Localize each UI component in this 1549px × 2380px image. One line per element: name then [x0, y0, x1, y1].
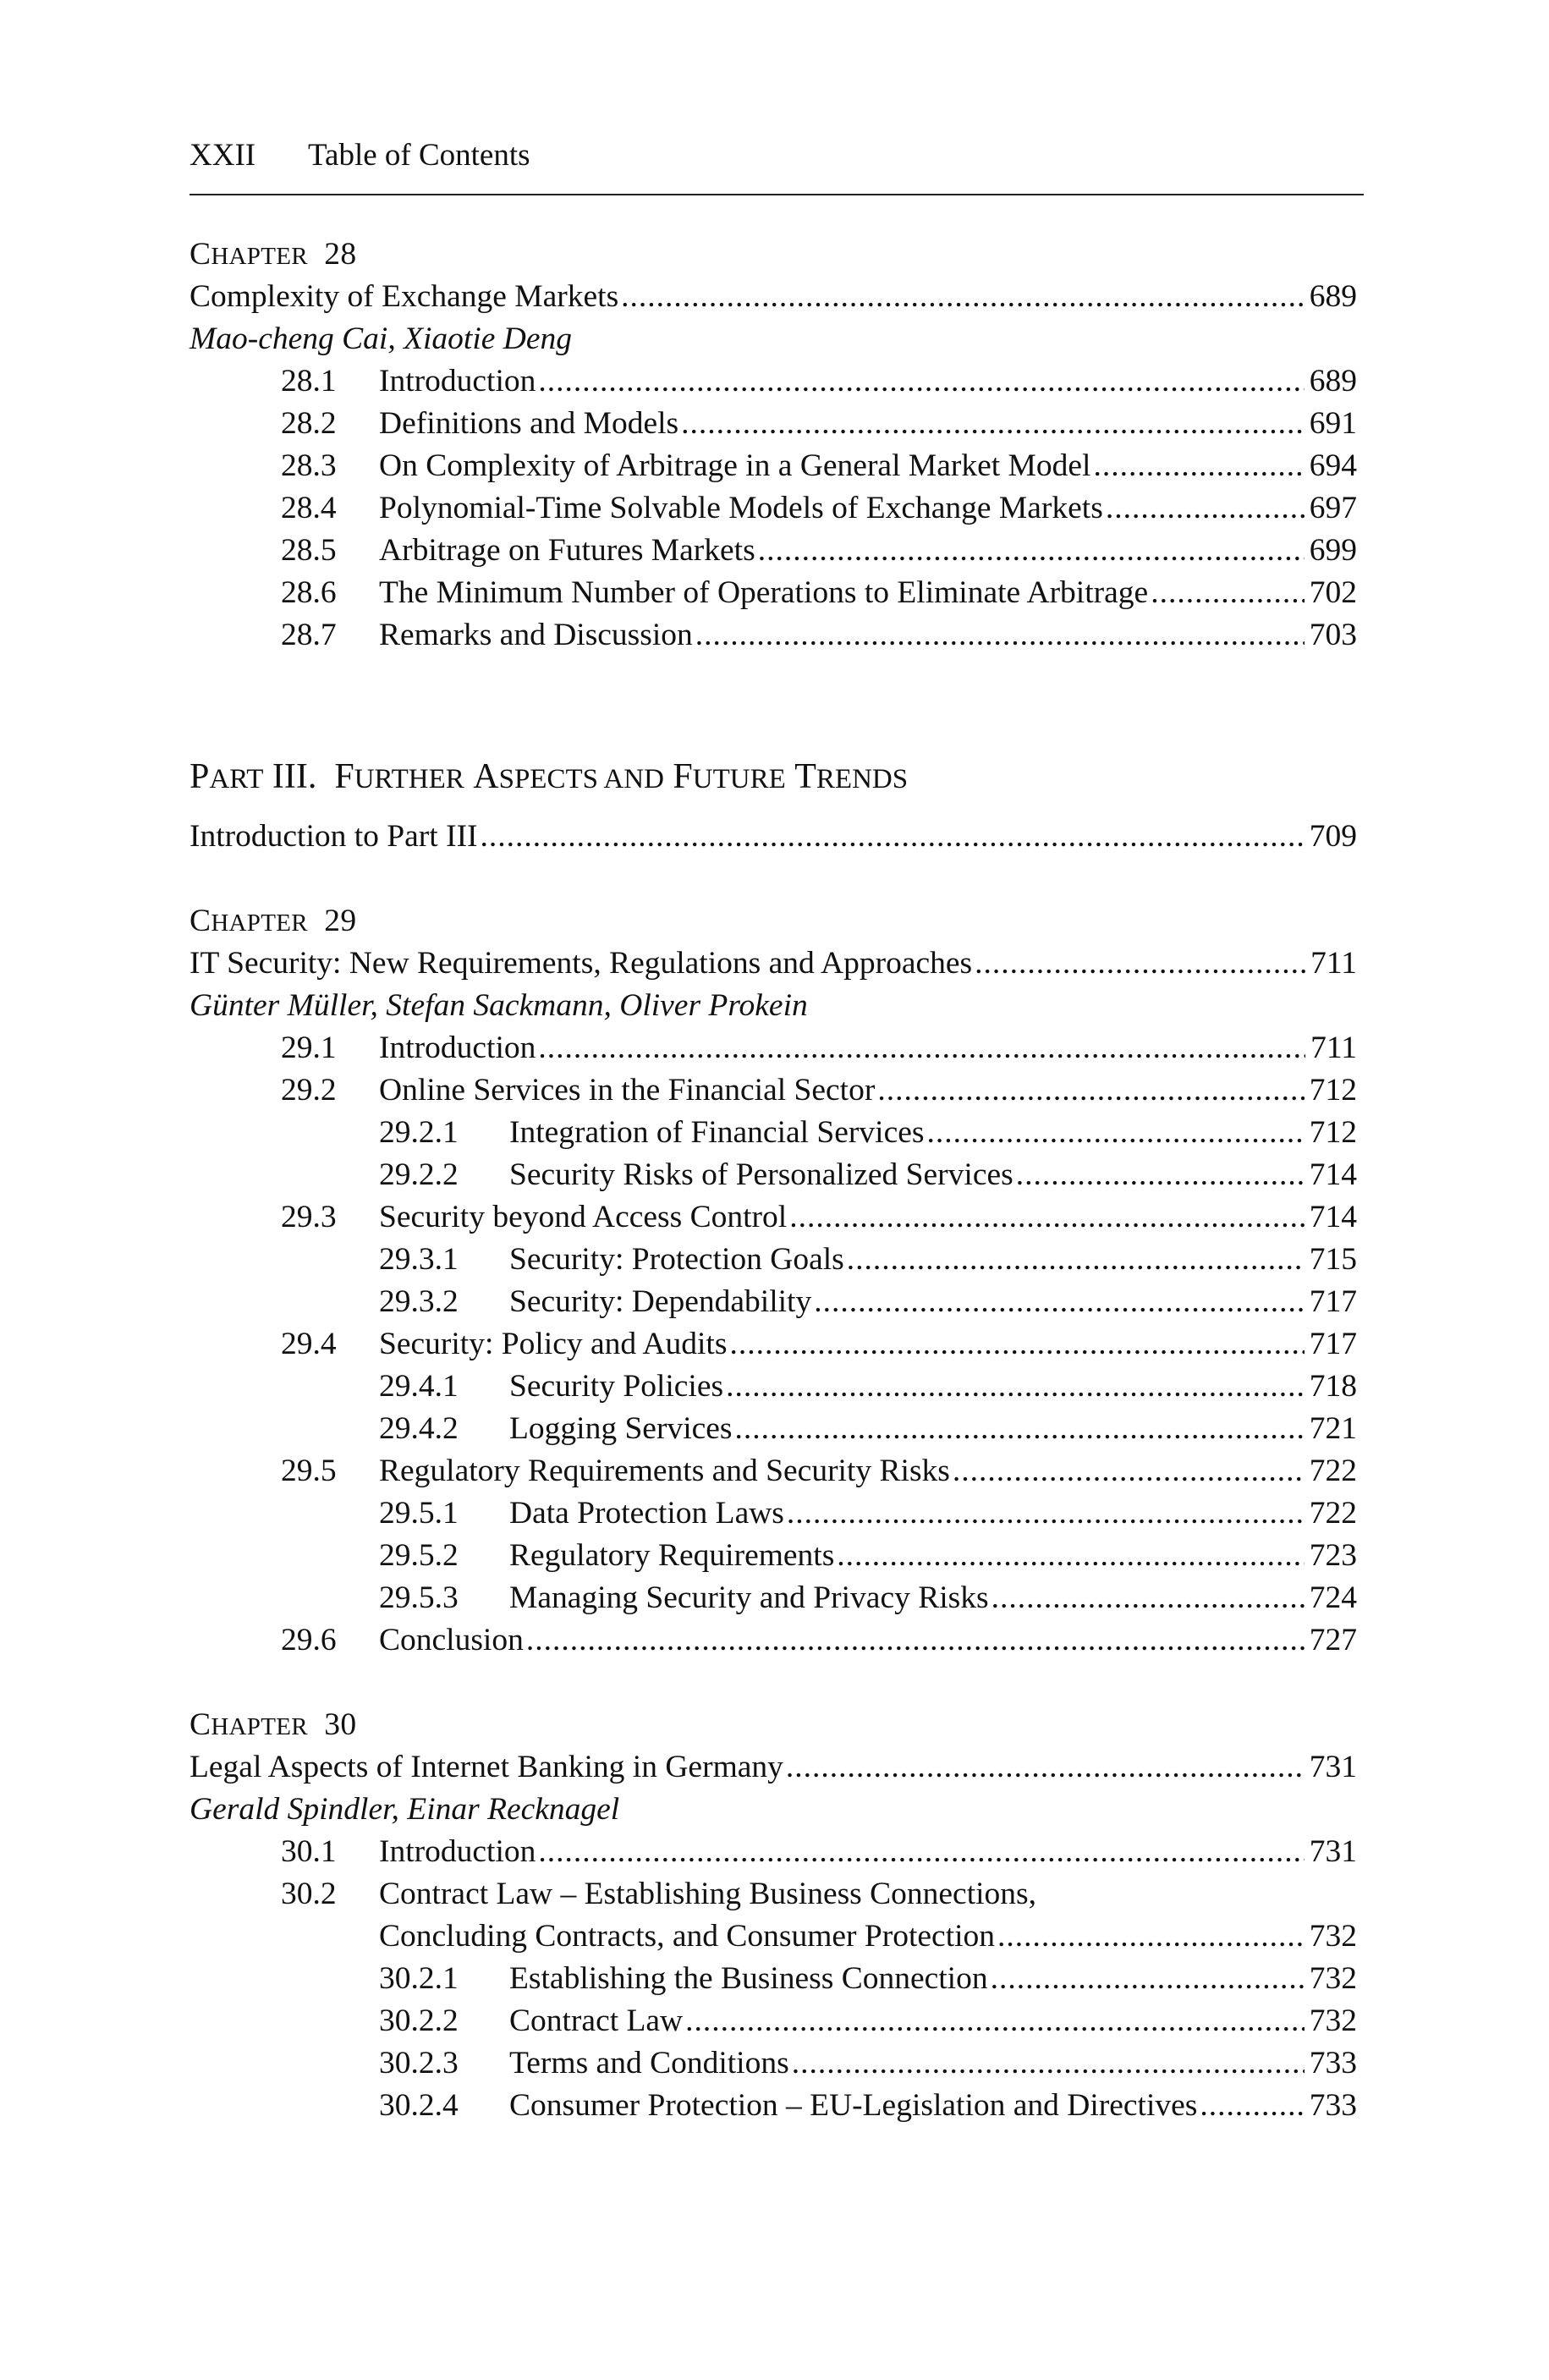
- subsection-title: Security Risks of Personalized Services: [509, 1157, 1013, 1192]
- dot-leader: [1200, 2085, 1304, 2127]
- dot-leader: [729, 1323, 1304, 1366]
- dot-leader: [814, 1281, 1305, 1323]
- page-ref: 718: [1309, 1369, 1357, 1404]
- dot-leader: [735, 1408, 1305, 1450]
- subsection-title: Contract Law: [509, 2003, 684, 2038]
- toc-entry-30-2-3[interactable]: [190, 2042, 1357, 2085]
- section-title: Conclusion: [379, 1623, 524, 1657]
- spacer: [190, 726, 1364, 751]
- section-number: 28.5: [281, 533, 337, 568]
- dot-leader: [847, 1239, 1305, 1281]
- page-ref: 703: [1309, 618, 1357, 652]
- subsection-title: Security Policies: [509, 1369, 724, 1404]
- dot-leader: [726, 1366, 1305, 1408]
- dot-leader: [621, 276, 1305, 318]
- page-ref: 733: [1309, 2046, 1357, 2080]
- section-title: The Minimum Number of Operations to Eliminate Arbitrage: [379, 575, 1149, 610]
- chapter-29-title-entry[interactable]: [190, 943, 1357, 985]
- chapter-28-authors: Mao-cheng Cai, Xiaotie Deng: [190, 322, 572, 356]
- subsection-number: 29.3.2: [379, 1284, 459, 1319]
- toc-entry-29-3[interactable]: [190, 1196, 1357, 1239]
- toc-entry-28-4[interactable]: [190, 487, 1357, 530]
- running-head: [190, 137, 530, 174]
- dot-leader: [685, 2000, 1305, 2042]
- dot-leader: [787, 1492, 1305, 1535]
- dot-leader: [975, 943, 1305, 985]
- subsection-title: Establishing the Business Connection: [509, 1961, 988, 1996]
- section-number: 30.1: [281, 1834, 337, 1869]
- toc-entry-30-1[interactable]: [190, 1831, 1357, 1873]
- subsection-number: 29.2.1: [379, 1115, 459, 1150]
- section-title: Online Services in the Financial Sector: [379, 1073, 876, 1108]
- dot-leader: [1106, 487, 1305, 530]
- dot-leader: [538, 1831, 1304, 1873]
- section-title: Introduction to Part III: [190, 819, 478, 854]
- toc-entry-28-1[interactable]: [190, 360, 1357, 403]
- toc-entry-30-2-continued[interactable]: [190, 1916, 1357, 1958]
- subsection-title: Regulatory Requirements: [509, 1538, 835, 1573]
- subsection-number: 29.4.2: [379, 1411, 459, 1446]
- section-number: 28.6: [281, 575, 337, 610]
- dot-leader: [991, 1958, 1305, 2000]
- dot-leader: [481, 816, 1305, 858]
- chapter-title: Legal Aspects of Internet Banking in Germany: [190, 1750, 783, 1784]
- subsection-title: Integration of Financial Services: [509, 1115, 925, 1150]
- page-ref: 724: [1309, 1580, 1357, 1615]
- subsection-title: Security: Protection Goals: [509, 1242, 844, 1277]
- subsection-number: 30.2.3: [379, 2046, 459, 2080]
- subsection-number: 30.2.4: [379, 2088, 459, 2123]
- page-ref: 699: [1309, 533, 1357, 568]
- page-ref: 717: [1309, 1327, 1357, 1361]
- toc-entry-29-6[interactable]: [190, 1619, 1357, 1662]
- section-title: Contract Law – Establishing Business Connections,: [379, 1877, 1037, 1911]
- page-ref: 727: [1309, 1623, 1357, 1657]
- chapter-28-title-entry[interactable]: [190, 276, 1357, 318]
- subsection-number: 29.5.3: [379, 1580, 459, 1615]
- chapter-30-authors: Gerald Spindler, Einar Recknagel: [190, 1792, 620, 1827]
- section-number: 29.5: [281, 1454, 337, 1488]
- dot-leader: [926, 1112, 1304, 1154]
- chapter-28-label: CHAPTER 28: [190, 237, 357, 272]
- toc-entry-29-3-2[interactable]: [190, 1281, 1357, 1323]
- page-ref: 733: [1309, 2088, 1357, 2123]
- page-ref: 714: [1309, 1157, 1357, 1192]
- section-number: 28.2: [281, 406, 337, 441]
- running-title: Table of Contents: [308, 138, 530, 173]
- toc-entry-29-3-1[interactable]: [190, 1239, 1357, 1281]
- dot-leader: [789, 1196, 1305, 1239]
- part-3-intro-entry[interactable]: [190, 816, 1357, 858]
- toc-entry-29-2-1[interactable]: [190, 1112, 1357, 1154]
- chapter-30-title-entry[interactable]: [190, 1746, 1357, 1789]
- section-title: Regulatory Requirements and Security Risks: [379, 1454, 950, 1488]
- page-ref: 721: [1309, 1411, 1357, 1446]
- subsection-title: Managing Security and Privacy Risks: [509, 1580, 989, 1615]
- toc-entry-30-2[interactable]: [190, 1873, 1357, 1916]
- section-number: 29.3: [281, 1200, 337, 1234]
- spacer: [190, 1662, 1364, 1704]
- page-ref: 714: [1309, 1200, 1357, 1234]
- toc-entry-30-2-2[interactable]: [190, 2000, 1357, 2042]
- section-title: Polynomial-Time Solvable Models of Exchange Markets: [379, 491, 1103, 525]
- subsection-number: 30.2.1: [379, 1961, 459, 1996]
- chapter-30-label: CHAPTER 30: [190, 1707, 357, 1742]
- section-title: Security beyond Access Control: [379, 1200, 788, 1234]
- header-rule: [190, 194, 1364, 195]
- dot-leader: [997, 1916, 1305, 1958]
- page-ref: 712: [1309, 1115, 1357, 1150]
- section-title: On Complexity of Arbitrage in a General Market Model: [379, 448, 1091, 483]
- section-number: 28.4: [281, 491, 337, 525]
- section-title: Introduction: [379, 1031, 536, 1065]
- chapter-title: Complexity of Exchange Markets: [190, 279, 619, 314]
- toc-entry-29-1[interactable]: [190, 1027, 1357, 1069]
- page-ref: 709: [1309, 819, 1357, 854]
- toc-entry-28-2[interactable]: [190, 403, 1357, 445]
- toc-entry-28-5[interactable]: [190, 530, 1357, 572]
- dot-leader: [792, 2042, 1305, 2085]
- toc-entry-29-2-2[interactable]: [190, 1154, 1357, 1196]
- section-number: 30.2: [281, 1877, 337, 1911]
- toc-entry-29-5-1[interactable]: [190, 1492, 1357, 1535]
- page-ref: 712: [1309, 1073, 1357, 1108]
- dot-leader: [1151, 572, 1305, 614]
- section-number: 29.1: [281, 1031, 337, 1065]
- page-ref: 732: [1309, 2003, 1357, 2038]
- subsection-number: 29.2.2: [379, 1157, 459, 1192]
- part-3-heading: PART III. FURTHER ASPECTS AND FUTURE TRENDS: [190, 757, 909, 796]
- subsection-number: 29.5.2: [379, 1538, 459, 1573]
- toc-entry-28-7[interactable]: [190, 614, 1357, 657]
- section-number: 29.4: [281, 1327, 337, 1361]
- section-title: Introduction: [379, 364, 536, 398]
- section-number: 29.6: [281, 1623, 337, 1657]
- subsection-title: Consumer Protection – EU-Legislation and Directives: [509, 2088, 1198, 2123]
- page-ref: 697: [1309, 491, 1357, 525]
- page-ref: 732: [1309, 1961, 1357, 1996]
- subsection-number: 29.3.1: [379, 1242, 459, 1277]
- dot-leader: [953, 1450, 1305, 1492]
- subsection-number: 30.2.2: [379, 2003, 459, 2038]
- subsection-number: 29.5.1: [379, 1496, 459, 1531]
- spacer: [190, 802, 1364, 816]
- page-ref: 717: [1309, 1284, 1357, 1319]
- subsection-title: Security: Dependability: [509, 1284, 812, 1319]
- toc-entry-29-4-2[interactable]: [190, 1408, 1357, 1450]
- dot-leader: [681, 403, 1305, 445]
- toc-entry-28-6[interactable]: [190, 572, 1357, 614]
- dot-leader: [837, 1535, 1304, 1577]
- subsection-title: Terms and Conditions: [509, 2046, 789, 2080]
- page-ref: 715: [1309, 1242, 1357, 1277]
- toc-entry-29-2[interactable]: [190, 1069, 1357, 1112]
- page-ref: 694: [1309, 448, 1357, 483]
- toc-entry-29-5-2[interactable]: [190, 1535, 1357, 1577]
- dot-leader: [695, 614, 1305, 657]
- dot-leader: [526, 1619, 1305, 1662]
- toc-entry-29-4[interactable]: [190, 1323, 1357, 1366]
- page-ref: 731: [1309, 1834, 1357, 1869]
- page-number: XXII: [190, 138, 256, 173]
- spacer: [190, 858, 1364, 900]
- page-ref: 732: [1309, 1919, 1357, 1954]
- toc-entry-30-2-4[interactable]: [190, 2085, 1357, 2127]
- toc-entry-29-4-1[interactable]: [190, 1366, 1357, 1408]
- section-title: Remarks and Discussion: [379, 618, 693, 652]
- toc-entry-28-3[interactable]: [190, 445, 1357, 487]
- dot-leader: [877, 1069, 1304, 1112]
- page-ref: 689: [1309, 279, 1357, 314]
- section-number: 28.3: [281, 448, 337, 483]
- dot-leader: [538, 360, 1304, 403]
- subsection-title: Logging Services: [509, 1411, 733, 1446]
- chapter-29-authors: Günter Müller, Stefan Sackmann, Oliver Prokein: [190, 988, 808, 1023]
- section-title: Definitions and Models: [379, 406, 679, 441]
- dot-leader: [786, 1746, 1305, 1789]
- subsection-title: Data Protection Laws: [509, 1496, 784, 1531]
- section-title: Security: Policy and Audits: [379, 1327, 728, 1361]
- dot-leader: [758, 530, 1305, 572]
- toc-entry-30-2-1[interactable]: [190, 1958, 1357, 2000]
- page-ref: 702: [1309, 575, 1357, 610]
- subsection-number: 29.4.1: [379, 1369, 459, 1404]
- section-number: 28.7: [281, 618, 337, 652]
- section-number: 28.1: [281, 364, 337, 398]
- page-ref: 711: [1310, 1031, 1357, 1065]
- chapter-title: IT Security: New Requirements, Regulations and Approaches: [190, 946, 973, 981]
- page-ref: 689: [1309, 364, 1357, 398]
- page-ref: 722: [1309, 1454, 1357, 1488]
- toc-entry-29-5-3[interactable]: [190, 1577, 1357, 1619]
- dot-leader: [1093, 445, 1304, 487]
- toc-entry-29-5[interactable]: [190, 1450, 1357, 1492]
- chapter-29-label: CHAPTER 29: [190, 904, 357, 938]
- section-title: Introduction: [379, 1834, 536, 1869]
- page-ref: 691: [1309, 406, 1357, 441]
- section-title-continued: Concluding Contracts, and Consumer Protection: [379, 1919, 996, 1954]
- page-ref: 731: [1309, 1750, 1357, 1784]
- dot-leader: [991, 1577, 1305, 1619]
- section-title: Arbitrage on Futures Markets: [379, 533, 755, 568]
- spacer: [190, 657, 1364, 726]
- table-of-contents: [190, 234, 1364, 2127]
- dot-leader: [1016, 1154, 1305, 1196]
- section-number: 29.2: [281, 1073, 337, 1108]
- page-ref: 722: [1309, 1496, 1357, 1531]
- page-ref: 711: [1310, 946, 1357, 981]
- dot-leader: [538, 1027, 1305, 1069]
- page-ref: 723: [1309, 1538, 1357, 1573]
